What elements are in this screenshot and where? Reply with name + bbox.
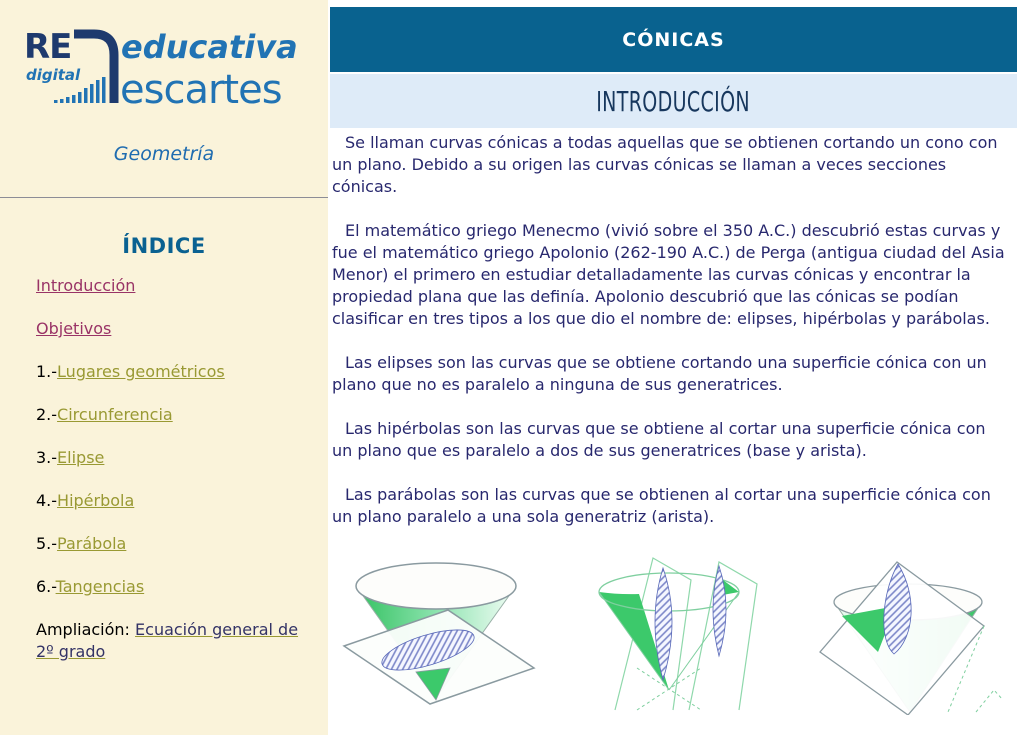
index-item-lugares-geometricos xyxy=(36,361,308,383)
index-item-objetivos xyxy=(36,318,308,340)
descartes-logo[interactable] xyxy=(24,25,328,111)
intro-text xyxy=(330,128,1017,715)
sidebar xyxy=(0,0,328,735)
logo-text-escartes: escartes xyxy=(120,67,282,107)
descartes-logo-graphic xyxy=(24,25,309,107)
sidebar-link-parabola[interactable]: Parábola xyxy=(57,534,127,553)
sidebar-link-lugares-geometricos[interactable]: Lugares geométricos xyxy=(57,362,225,381)
index-item-prefix: 5.- xyxy=(36,534,58,553)
index-item-parabola xyxy=(36,533,308,555)
index-title: ÍNDICE xyxy=(122,234,206,258)
cone-parabola-figure xyxy=(798,550,1003,715)
index-item-elipse xyxy=(36,447,308,469)
index-item-introduccion xyxy=(36,275,308,297)
index-item-circunferencia xyxy=(36,404,308,426)
index-item-prefix: 6.- xyxy=(36,577,56,596)
paragraph-2: El matemático griego Menecmo (vivió sobre el 350 A.C.) descubrió estas curvas y fue el matemático griego Apolonio (262-190 A.C.) de Perga (antigua ciudad del Asia Menor) el primero en estudiar detalladamente las curvas cónicas y encontrar la propiedad plana que las definía. Apolonio descubrió que las cónicas se podían clasificar en tres tipos a los que dio el nombre de: elipses, hipérbolas y parábolas. xyxy=(332,221,1005,328)
page-title-band xyxy=(330,7,1017,72)
cone-ellipse-figure xyxy=(336,550,541,715)
index-item-prefix: 4.- xyxy=(36,491,58,510)
cone-hyperbola-figure xyxy=(567,550,772,715)
paragraph-1: Se llaman curvas cónicas a todas aquellas que se obtienen cortando un cono con un plano. Debido a su origen las curvas cónicas se llaman a veces secciones cónicas. xyxy=(332,133,998,196)
index-item-hiperbola xyxy=(36,490,308,512)
index-item-prefix: 3.- xyxy=(36,448,58,467)
paragraph-4: Las hipérbolas son las curvas que se obtiene al cortar una superficie cónica con un plano que es paralelo a dos de sus generatrices (base y arista). xyxy=(332,419,986,460)
paragraph-5: Las parábolas son las curvas que se obtienen al cortar una superficie cónica con un plano paralelo a una sola generatriz (arista). xyxy=(332,485,991,526)
sidebar-link-hiperbola[interactable]: Hipérbola xyxy=(57,491,135,510)
sidebar-link-ecuacion-general[interactable]: Ecuación general de 2º grado xyxy=(36,620,299,661)
sidebar-divider xyxy=(0,197,328,198)
sidebar-link-objetivos[interactable]: Objetivos xyxy=(36,319,112,338)
index-item-prefix: 1.- xyxy=(36,362,58,381)
index-nav xyxy=(0,275,328,663)
main-content xyxy=(330,0,1017,715)
sidebar-link-circunferencia[interactable]: Circunferencia xyxy=(57,405,173,424)
section-title: INTRODUCCIÓN xyxy=(596,84,751,118)
logo-text-red: RE xyxy=(24,27,72,67)
sidebar-link-tangencias[interactable]: Tangencias xyxy=(55,577,145,596)
index-item-prefix: 2.- xyxy=(36,405,58,424)
subject-title: Geometría xyxy=(113,143,215,165)
sidebar-link-introduccion[interactable]: Introducción xyxy=(36,276,136,295)
sidebar-link-elipse[interactable]: Elipse xyxy=(57,448,105,467)
logo-text-educativa: educativa xyxy=(121,28,298,66)
index-item-tangencias xyxy=(36,576,308,598)
figures-row xyxy=(332,550,1007,715)
page-title: CÓNICAS xyxy=(622,28,725,51)
logo-text-digital: digital xyxy=(26,66,81,84)
paragraph-3: Las elipses son las curvas que se obtiene cortando una superficie cónica con un plano que no es paralelo a ninguna de sus generatrices. xyxy=(332,353,987,394)
section-band xyxy=(330,74,1017,128)
index-item-prefix: Ampliación: xyxy=(36,620,136,639)
index-item-ampliacion xyxy=(36,619,308,663)
